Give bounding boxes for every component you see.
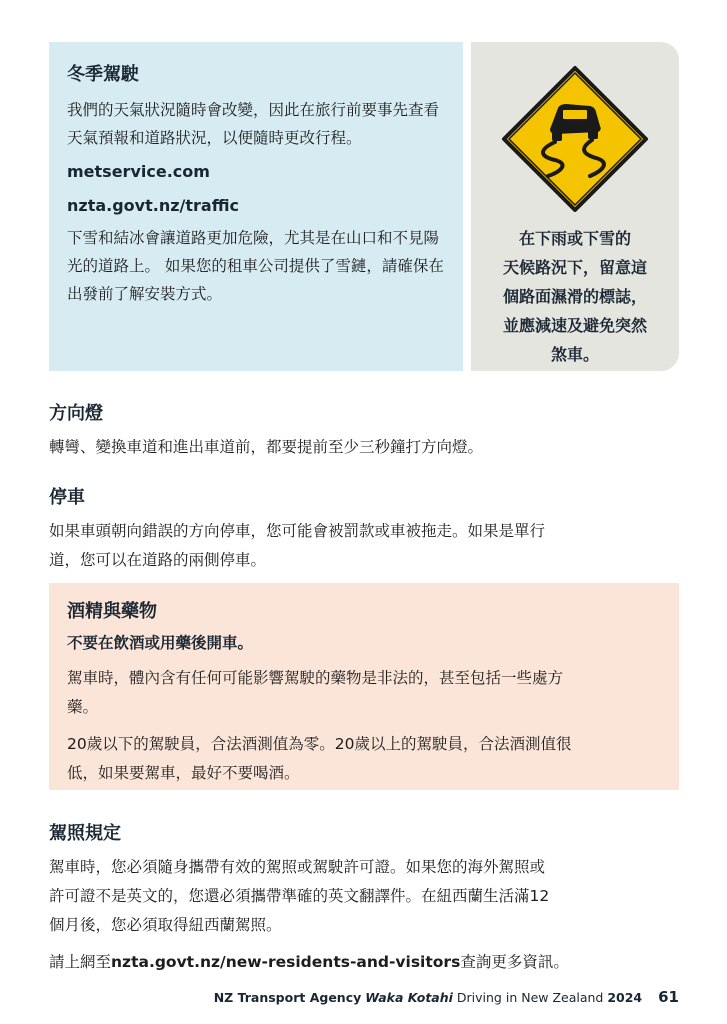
footer-doc-title: Driving in New Zealand — [456, 990, 604, 1005]
licence-title: 駕照規定 — [49, 823, 121, 844]
licence-section — [49, 819, 679, 977]
footer-year: 2024 — [607, 990, 643, 1005]
parking-text-line: 道，您可以在道路的兩側停車。 — [49, 551, 267, 569]
metservice-link[interactable]: metservice.com — [67, 162, 210, 181]
more-info-suffix: 查詢更多資訊。 — [460, 953, 569, 971]
sign-caption — [471, 224, 679, 369]
more-info-prefix: 請上網至 — [49, 953, 112, 971]
footer-maori-name: Waka Kotahi — [365, 990, 453, 1005]
alcohol-title: 酒精與藥物 — [67, 601, 157, 622]
drugs-text-line: 駕車時，體內含有任何可能影響駕駛的藥物是非法的，甚至包括一些處方 — [67, 669, 564, 687]
parking-section — [49, 483, 679, 575]
sign-caption-line: 天候路況下，留意這 — [502, 258, 647, 277]
alcohol-subtitle: 不要在飲酒或用藥後開車。 — [67, 634, 254, 652]
parking-title: 停車 — [49, 487, 85, 508]
page-footer — [214, 988, 679, 1006]
sign-caption-line: 個路面濕滑的標誌， — [502, 287, 647, 306]
sign-caption-line: 並應減速及避免突然 — [502, 316, 647, 335]
sign-caption-line: 在下雨或下雪的 — [518, 229, 631, 248]
slippery-sign-box — [471, 42, 679, 371]
parking-text-line: 如果車頭朝向錯誤的方向停車，您可能會被罰款或車被拖走。如果是單行 — [49, 522, 546, 540]
snow-ice-text: 下雪和結冰會讓道路更加危險，尤其是在山口和不見陽光的道路上。 如果您的租車公司提供了雪鏈，請確保在出發前了解安裝方式。 — [67, 229, 444, 303]
licence-text-line: 個月後，您必須取得紐西蘭駕照。 — [49, 916, 282, 934]
more-info-text — [49, 948, 679, 977]
nzta-traffic-link[interactable]: nzta.govt.nz/traffic — [67, 196, 240, 215]
indicators-section — [49, 399, 679, 462]
licence-text-line: 許可證不是英文的，您還必須攜帶準確的英文翻譯件。在紐西蘭生活滿12 — [49, 887, 550, 905]
new-residents-link[interactable]: nzta.govt.nz/new-residents-and-visitors — [111, 953, 461, 971]
footer-org: NZ Transport Agency — [213, 990, 362, 1005]
alcohol-limit-text-line: 低，如果要駕車，最好不要喝酒。 — [67, 764, 300, 782]
alcohol-limit-text-line: 20歲以下的駕駛員，合法酒測值為零。20歲以上的駕駛員，合法酒測值很 — [67, 735, 572, 753]
slippery-road-sign-icon — [500, 64, 650, 214]
indicators-title: 方向燈 — [49, 403, 103, 424]
sign-caption-line: 煞車。 — [550, 345, 599, 364]
licence-text-line: 駕車時，您必須隨身攜帶有效的駕照或駕駛許可證。如果您的海外駕照或 — [49, 858, 546, 876]
page-number: 61 — [658, 988, 679, 1006]
winter-driving-box — [49, 42, 463, 371]
winter-title: 冬季駕駛 — [67, 64, 139, 85]
drugs-text-line: 藥。 — [67, 698, 99, 716]
winter-text: 我們的天氣狀況隨時會改變，因此在旅行前要事先查看天氣預報和道路狀況，以便隨時更改行程。 — [67, 101, 440, 147]
alcohol-drugs-box — [49, 583, 679, 790]
indicators-text: 轉彎、變換車道和進出車道前，都要提前至少三秒鐘打方向燈。 — [49, 438, 484, 456]
